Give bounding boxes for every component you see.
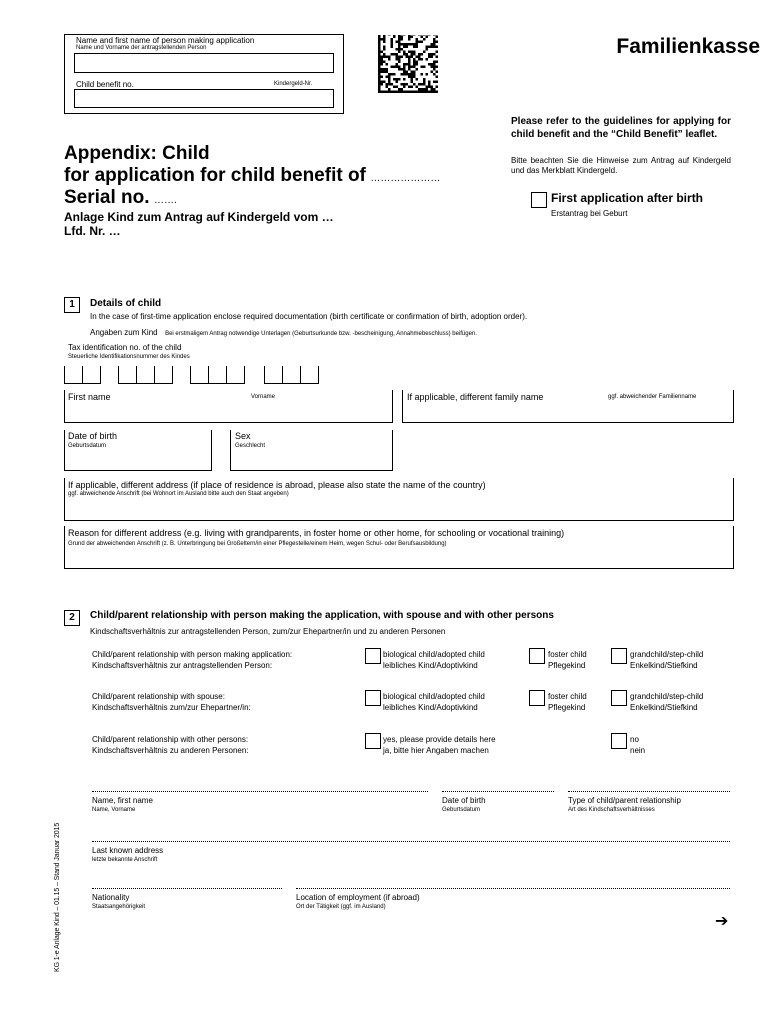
tin-digit[interactable] [64, 366, 82, 384]
tin-digit[interactable] [118, 366, 136, 384]
row3-no-label: no [630, 735, 639, 744]
dob-label-de: Geburtsdatum [68, 443, 107, 449]
row3-yes-label: yes, please provide details here [383, 735, 496, 744]
tin-digit[interactable] [282, 366, 300, 384]
row1-foster-checkbox[interactable] [529, 648, 545, 664]
next-page-arrow-icon[interactable]: ➔ [715, 911, 729, 930]
section2-number: 2 [64, 610, 80, 626]
row2-bio-label-de: leibliches Kind/Adoptivkind [383, 703, 478, 712]
other-dob-label-de: Geburtsdatum [442, 807, 481, 813]
row3-yes-label-de: ja, bitte hier Angaben machen [383, 746, 489, 755]
first-name-label-de: Vorname [251, 394, 276, 400]
row2-label-de: Kindschaftsverhältnis zum/zur Ehepartner/in: [92, 703, 251, 712]
row1-bio-label-de: leibliches Kind/Adoptivkind [383, 661, 478, 670]
sex-label: Sex [235, 431, 251, 441]
employment-line[interactable] [296, 888, 730, 889]
child-benefit-no-field[interactable] [74, 89, 334, 108]
nationality-label-de: Staatsangehörigkeit [92, 904, 146, 910]
row1-label-de: Kindschaftsverhältnis zur antragstellenden Person: [92, 661, 273, 670]
first-application-label-de: Erstantrag bei Geburt [551, 209, 628, 218]
row2-grand-label-de: Enkelkind/Stiefkind [630, 703, 698, 712]
employment-label: Location of employment (if abroad) [296, 893, 420, 902]
row1-bio-checkbox[interactable] [365, 648, 381, 664]
employment-label-de: Ort der Tätigkeit (ggf. im Ausland) [296, 904, 386, 910]
different-address-label-de: ggf. abweichende Anschrift (bei Wohnort im Ausland bitte auch den Staat angeben) [68, 491, 289, 497]
row3-no-label-de: nein [630, 746, 646, 755]
serial-no-label: Serial no. [64, 187, 150, 208]
applicant-name-field[interactable] [74, 53, 334, 73]
row2-grand-checkbox[interactable] [611, 690, 627, 706]
section1-title-de: Angaben zum Kind [90, 328, 158, 337]
sex-label-de: Geschlecht [235, 443, 266, 449]
dob-label: Date of birth [68, 431, 118, 441]
other-dob-label: Date of birth [442, 796, 486, 805]
first-name-field[interactable] [64, 390, 393, 423]
title-line2-text: for application for child benefit of [64, 165, 366, 186]
tin-digit[interactable] [300, 366, 319, 384]
last-address-label-de: letzte bekannte Anschrift [92, 857, 158, 863]
reason-label: Reason for different address (e.g. living with grandparents, in foster home or other home, for schooling or vocational training) [68, 528, 565, 538]
tin-digit[interactable] [208, 366, 226, 384]
row2-bio-label: biological child/adopted child [383, 692, 485, 701]
last-address-label: Last known address [92, 846, 164, 855]
form-code-side-text: KG 1-e Anlage Kind – 01.15 – Stand Januar 2015 [54, 822, 61, 972]
row2-bio-checkbox[interactable] [365, 690, 381, 706]
title-line3 [64, 187, 177, 209]
family-name-label-de: ggf. abweichender Familienname [608, 394, 697, 400]
tin-label: Tax identification no. of the child [68, 343, 182, 352]
tin-digit[interactable] [190, 366, 208, 384]
row1-foster-label-de: Pflegekind [548, 661, 586, 670]
section1-de-line [90, 322, 477, 340]
name-line[interactable] [92, 791, 428, 792]
section1-note-en: In the case of first-time application enclose required documentation (birth certificate or confirmation of birth, adoption order). [90, 312, 528, 321]
row1-bio-label: biological child/adopted child [383, 650, 485, 659]
other-name-label: Name, first name [92, 796, 153, 805]
applicant-label: Name and first name of person making application [76, 36, 255, 45]
row2-foster-label: foster child [548, 692, 587, 701]
tin-digit[interactable] [226, 366, 245, 384]
first-application-checkbox[interactable] [531, 192, 547, 208]
other-name-label-de: Name, Vorname [92, 807, 136, 813]
first-application-label: First application after birth [551, 191, 704, 205]
guidelines-en: Please refer to the guidelines for applying for child benefit and the “Child Benefit” leaflet. [511, 116, 731, 140]
row2-foster-checkbox[interactable] [529, 690, 545, 706]
row3-label: Child/parent relationship with other persons: [92, 735, 249, 744]
nationality-line[interactable] [92, 888, 282, 889]
row3-yes-checkbox[interactable] [365, 733, 381, 749]
row1-foster-label: foster child [548, 650, 587, 659]
tin-digit[interactable] [154, 366, 173, 384]
tin-digit[interactable] [264, 366, 282, 384]
section2-title: Child/parent relationship with person making the application, with spouse and with other persons [90, 610, 554, 621]
rel-type-label-de: Art des Kindschaftsverhältnisses [568, 807, 655, 813]
row2-foster-label-de: Pflegekind [548, 703, 586, 712]
tin-digit[interactable] [82, 366, 101, 384]
row3-no-checkbox[interactable] [611, 733, 627, 749]
rel-type-line[interactable] [568, 791, 730, 792]
tin-label-de: Steuerliche Identifikationsnummer des Kindes [68, 354, 190, 360]
nationality-label: Nationality [92, 893, 130, 902]
rel-type-label: Type of child/parent relationship [568, 796, 681, 805]
page-title: Appendix: Child [64, 143, 210, 164]
section1-title: Details of child [90, 298, 162, 309]
applicant-label-de: Name und Vorname der antragstellenden Person [76, 45, 207, 51]
row2-grand-label: grandchild/step-child [630, 692, 704, 701]
agency-name: Familienkasse [616, 35, 760, 58]
reason-label-de: Grund der abweichenden Anschrift (z. B. Unterbringung bei Großeltern/in einer Pflegestelle/einem Heim, wegen Schul- oder Berufsausbildung) [68, 541, 447, 547]
barcode-image [378, 35, 438, 93]
row2-label: Child/parent relationship with spouse: [92, 692, 225, 701]
section1-note-de: Bei erstmaligem Antrag notwendige Unterlagen (Geburtsurkunde bzw. -bescheinigung, Annahmebeschluss) beifügen. [165, 331, 477, 337]
row1-label: Child/parent relationship with person making application: [92, 650, 293, 659]
row1-grand-checkbox[interactable] [611, 648, 627, 664]
sex-field[interactable] [230, 430, 393, 471]
row1-grand-label-de: Enkelkind/Stiefkind [630, 661, 698, 670]
section2-title-de: Kindschaftsverhältnis zur antragstellenden Person, zum/zur Ehepartner/in und zu anderen Personen [90, 627, 446, 636]
row1-grand-label: grandchild/step-child [630, 650, 704, 659]
date-dots[interactable]: ………………… [370, 173, 441, 184]
row3-label-de: Kindschaftsverhältnis zu anderen Personen: [92, 746, 249, 755]
tin-digit[interactable] [136, 366, 154, 384]
family-name-label: If applicable, different family name [407, 392, 544, 402]
title-de-2: Lfd. Nr. … [64, 224, 121, 238]
last-address-line[interactable] [92, 841, 730, 842]
first-name-label: First name [68, 392, 111, 402]
serial-dots[interactable]: ……. [153, 195, 177, 206]
title-de-1: Anlage Kind zum Antrag auf Kindergeld vom … [64, 210, 334, 224]
child-benefit-no-label-de: Kindergeld-Nr. [274, 81, 313, 87]
different-address-label: If applicable, different address (if place of residence is abroad, please also state the name of the country) [68, 480, 486, 490]
guidelines-de: Bitte beachten Sie die Hinweise zum Antrag auf Kindergeld und das Merkblatt Kindergeld. [511, 156, 731, 175]
other-dob-line[interactable] [442, 791, 554, 792]
title-line2 [64, 165, 440, 187]
section1-number: 1 [64, 297, 80, 313]
child-benefit-no-label: Child benefit no. [76, 80, 134, 89]
